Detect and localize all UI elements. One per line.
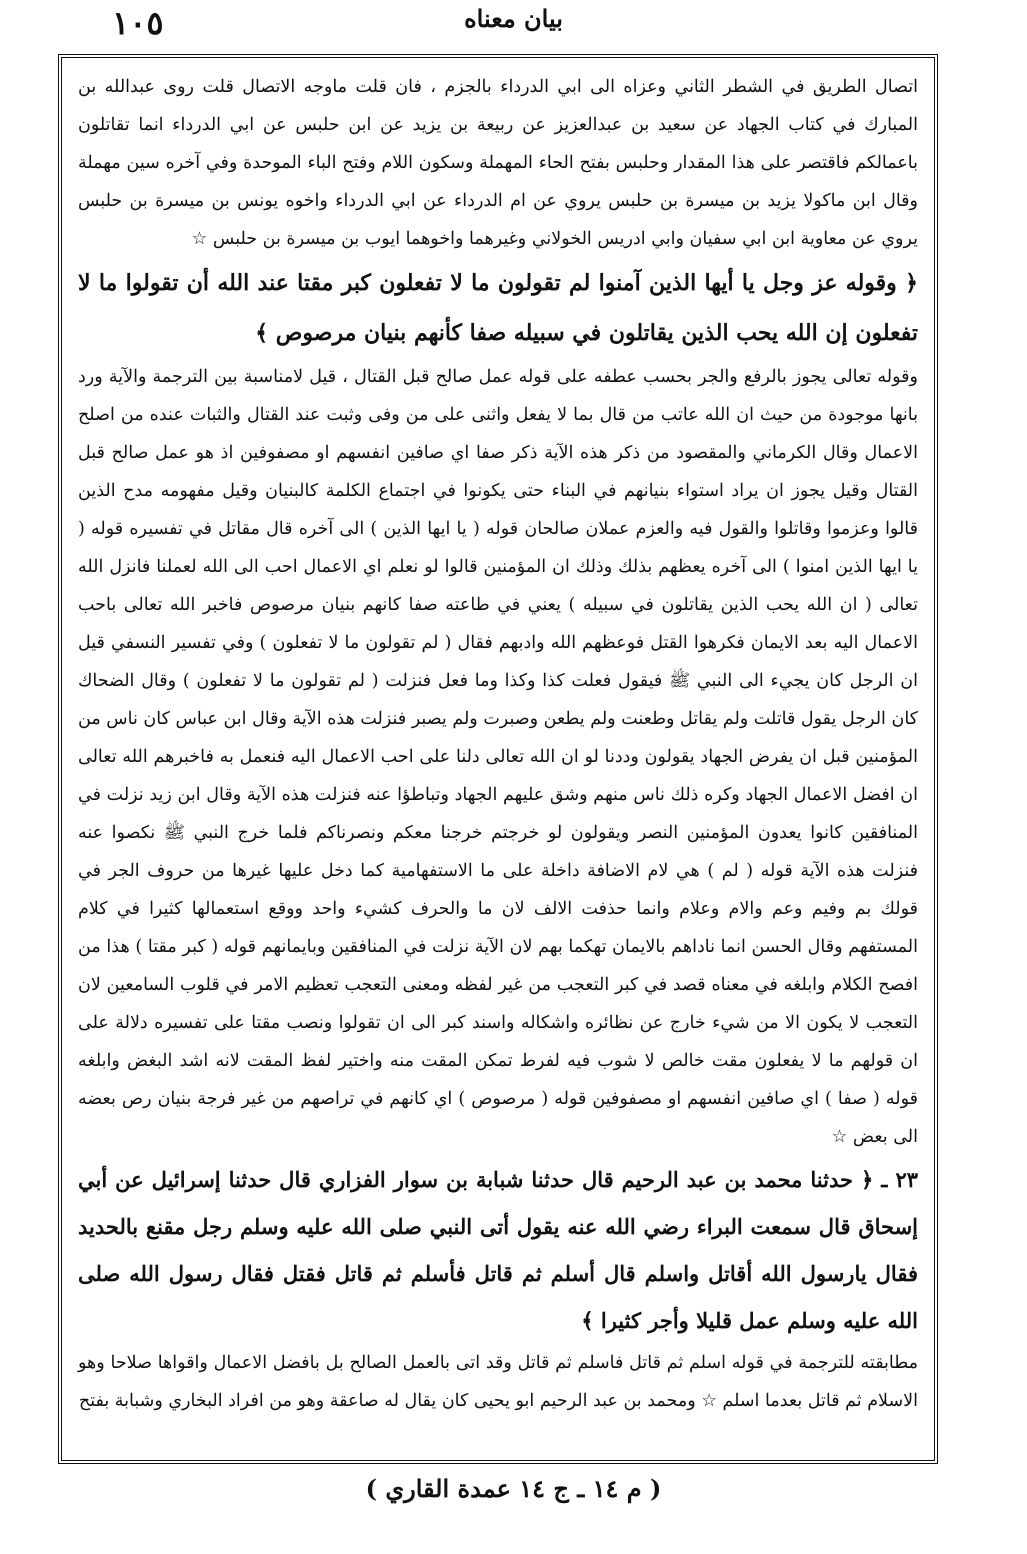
quran-verse: ﴿ وقوله عز وجل يا أيها الذين آمنوا لم تقولون ما لا تفعلون كبر مقتا عند الله أن تقولوا ما لا تفعلون إن الله يحب الذين يقاتلون في سبيله صفا كأنهم بنيان مرصوص ﴾ <box>78 270 918 346</box>
page-number: ١٠٥ <box>112 4 164 42</box>
hadith-text: ٢٣ ـ ﴿ حدثنا محمد بن عبد الرحيم قال حدثنا شبابة بن سوار الفزاري قال حدثنا إسرائيل عن أبي إسحاق قال سمعت البراء رضي الله عنه يقول أتى النبي صلى الله عليه وسلم رجل مقنع بالحديد فقال يارسول الله أقاتل واسلم قال أسلم ثم قاتل فأسلم ثم قاتل فقتل فقال رسول الله صلى الله عليه وسلم عمل قليلا وأجر كثيرا ﴾ <box>78 1167 918 1333</box>
running-title: بيان معناه <box>464 4 563 33</box>
commentary-paragraph-3: مطابقته للترجمة في قوله اسلم ثم قاتل فاسلم ثم قاتل وقد اتى بالعمل الصالح بل بافضل الاعمال واقواها صلاحا وهو الاسلام ثم قاتل بعدما اسلم ☆ ومحمد بن عبد الرحيم ابو يحيى كان يقال له صاعقة وهو من افراد البخاري وشبابة بفتح <box>78 1353 918 1411</box>
text-frame <box>58 54 938 1464</box>
commentary-paragraph-1: اتصال الطريق في الشطر الثاني وعزاه الى ابي الدرداء بالجزم ، فان قلت ماوجه الاتصال قلت روى عبدالله بن المبارك في كتاب الجهاد عن سعيد بن عبدالعزيز عن ربيعة بن يزيد عن ابن حلبس عن ابي الدرداء انما تقاتلون باعمالكم فاقتصر على هذا المقدار وحلبس بفتح الحاء المهملة وسكون اللام وفتح الباء الموحدة وفي آخره سين مهملة وقال ابن ماكولا يزيد بن ميسرة بن حلبس يروي عن ام الدرداء عن ابي الدرداء واخوه يونس بن ميسرة بن حلبس يروي عن معاوية ابن ابي سفيان وابي ادريس الخولاني وغيرهما واخوهما ايوب بن ميسرة بن حلبس ☆ <box>78 77 918 249</box>
commentary-paragraph-2: وقوله تعالى يجوز بالرفع والجر بحسب عطفه على قوله عمل صالح قبل القتال ، قيل لامناسبة بين الترجمة والآية ورد بانها موجودة من حيث ان الله عاتب من قال بما لا يفعل واثنى على من وفى وثبت عند القتال والثبات عنده من اصلح الاعمال وقال الكرماني والمقصود من ذكر هذه الآية ذكر صفا اي صافين انفسهم او مصفوفين اذ هو عمل صالح قبل القتال وقيل يجوز ان يراد استواء بنيانهم في البناء حتى يكونوا في اجتماع الكلمة كالبنيان وقيل مفهومه مدح الذين قالوا وعزموا وقاتلوا والقول فيه والعزم عملان صالحان قوله ( يا ايها الذين ) الى آخره قال مقاتل في تفسيره قوله ( يا ايها الذين امنوا ) الى آخره يعظهم بذلك وذلك ان المؤمنين قالوا لو نعلم اي الاعمال احب الى الله لعملنا فانزل الله تعالى ( ان الله يحب الذين يقاتلون في سبيله ) يعني في طاعته صفا كانهم بنيان مرصوص فاخبر الله تعالى باحب الاعمال اليه بعد الايمان فكرهوا القتل فوعظهم الله وادبهم فقال ( لم تقولون ما لا تفعلون ) وفي تفسير النسفي قيل ان الرجل كان يجيء الى النبي ﷺ فيقول فعلت كذا وكذا وما فعل فنزلت ( لم تقولون ما لا تفعلون ) وقال الضحاك كان الرجل يقول قاتلت ولم يقاتل وطعنت ولم يطعن وصبرت ولم يصبر فنزلت هذه الآية وقال ابن عباس كان ناس من المؤمنين قبل ان يفرض الجهاد يقولون وددنا لو ان الله تعالى دلنا على احب الاعمال اليه فنعمل به فاخبرهم الله تعالى ان افضل الاعمال الجهاد وكره ذلك ناس منهم وشق عليهم الجهاد وتباطؤا عنه فنزلت هذه الآية وقال ابن زيد نزلت في المنافقين كانوا يعدون المؤمنين النصر ويقولون لو خرجتم خرجنا معكم ونصرناكم فلما خرج النبي ﷺ نكصوا عنه فنزلت هذه الآية قوله ( لم ) هي لام الاضافة داخلة على ما الاستفهامية كما دخل عليها غيرها من حروف الجر في قولك بم وفيم وعم والام وعلام وانما حذفت الالف لان ما والحرف كشيء واحد ووقع استعمالها كثيرا في كلام المستفهم وقال الحسن انما ناداهم بالايمان تهكما بهم لان الآية نزلت في المنافقين وبايمانهم قوله ( كبر مقتا ) هذا من افصح الكلام وابلغه في معناه قصد في كبر التعجب من غير لفظه ومعنى التعجب تعظيم الامر في قلوب السامعين لان التعجب لا يكون الا من شيء خارج عن نظائره واشكاله واسند كبر الى ان تقولوا ونصب مقتا على تفسيره دلالة على ان قولهم ما لا يفعلون مقت خالص لا شوب فيه لفرط تمكن المقت منه واختير لفظ المقت لانه اشد البغض وابلغه قوله ( صفا ) اي صافين انفسهم او مصفوفين قوله ( مرصوص ) اي كانهم في تراصهم من غير فرجة بنيان رص بعضه الى بعض ☆ <box>78 367 918 1147</box>
footer-signature: ( م ١٤ ـ ج ١٤ عمدة القاري ) <box>365 1474 662 1503</box>
page-body <box>78 68 918 1420</box>
